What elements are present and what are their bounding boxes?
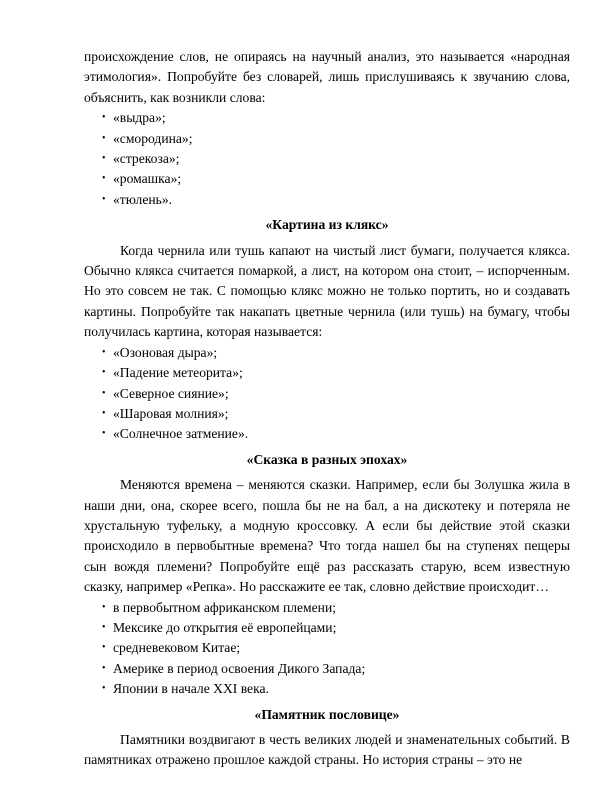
- list-item: • «Падение метеорита»;: [102, 363, 570, 383]
- section3-paragraph: Памятники воздвигают в честь великих людей и знаменательных событий. В памятниках отражено прошлое каждой страны. Но история страны – это не: [84, 732, 570, 768]
- bullet-icon: •: [102, 173, 106, 185]
- bullet-icon: •: [102, 683, 106, 695]
- bullet-icon: •: [102, 346, 106, 358]
- list-item: • «тюлень».: [102, 190, 570, 210]
- list-item: • «смородина»;: [102, 129, 570, 149]
- list-item: • «ромашка»;: [102, 169, 570, 189]
- list-item: • «Шаровая молния»;: [102, 404, 570, 424]
- section1-list: [84, 343, 570, 445]
- bullet-icon: •: [102, 387, 106, 399]
- list-item: • «выдра»;: [102, 108, 570, 128]
- list-item: • Японии в начале XXI века.: [102, 679, 570, 699]
- bullet-icon: •: [102, 407, 106, 419]
- bullet-icon: •: [102, 601, 106, 613]
- section-title-proverb-monument: «Памятник пословице»: [254, 706, 400, 722]
- list-item: • средневековом Китае;: [102, 638, 570, 658]
- bullet-icon: •: [102, 428, 106, 440]
- bullet-icon: •: [102, 112, 106, 124]
- section-title-fairy-tale: «Сказка в разных эпохах»: [246, 451, 408, 467]
- list-item: • «Солнечное затмение».: [102, 424, 570, 444]
- list-item: • Мексике до открытия её европейцами;: [102, 618, 570, 638]
- bullet-icon: •: [102, 132, 106, 144]
- bullet-icon: •: [102, 153, 106, 165]
- bullet-icon: •: [102, 621, 106, 633]
- intro-paragraph: происхождение слов, не опираясь на научный анализ, это называется «народная этимология». Попробуйте без словарей, лишь прислушиваясь к звучанию слова, объяснить, как возникли слова:: [84, 49, 570, 105]
- list-item: • «Северное сияние»;: [102, 384, 570, 404]
- section2-paragraph: Меняются времена – меняются сказки. Например, если бы Золушка жила в наши дни, она, скорее всего, пошла бы не на бал, а на дискотеку и потеряла не хрустальную туфельку, а модную кроссовку. А если бы действие этой сказки происходило в первобытные времена? Что тогда нашел бы на ступенях пещеры сын вождя племени? Попробуйте ещё раз рассказать старую, всем известную сказку, например «Репка». Но расскажите ее так, словно действие происходит…: [84, 477, 570, 595]
- bullet-icon: •: [102, 193, 106, 205]
- document-page: [84, 47, 570, 771]
- section-title-ink-blot: «Картина из клякс»: [265, 217, 389, 233]
- bullet-icon: •: [102, 642, 106, 654]
- list-item: • «Озоновая дыра»;: [102, 343, 570, 363]
- bullet-icon: •: [102, 367, 106, 379]
- intro-word-list: [84, 108, 570, 210]
- list-item: • Америке в период освоения Дикого Запада;: [102, 659, 570, 679]
- bullet-icon: •: [102, 662, 106, 674]
- list-item: • в первобытном африканском племени;: [102, 598, 570, 618]
- section1-paragraph: Когда чернила или тушь капают на чистый лист бумаги, получается клякса. Обычно клякса считается помаркой, а лист, на котором она стоит, – испорченным. Но это совсем не так. С помощью клякс можно не только портить, но и создавать картины. Попробуйте так накапать цветные чернила (или тушь) на бумагу, чтобы получилась картина, которая называется:: [84, 242, 570, 340]
- section2-list: [84, 598, 570, 700]
- list-item: • «стрекоза»;: [102, 149, 570, 169]
